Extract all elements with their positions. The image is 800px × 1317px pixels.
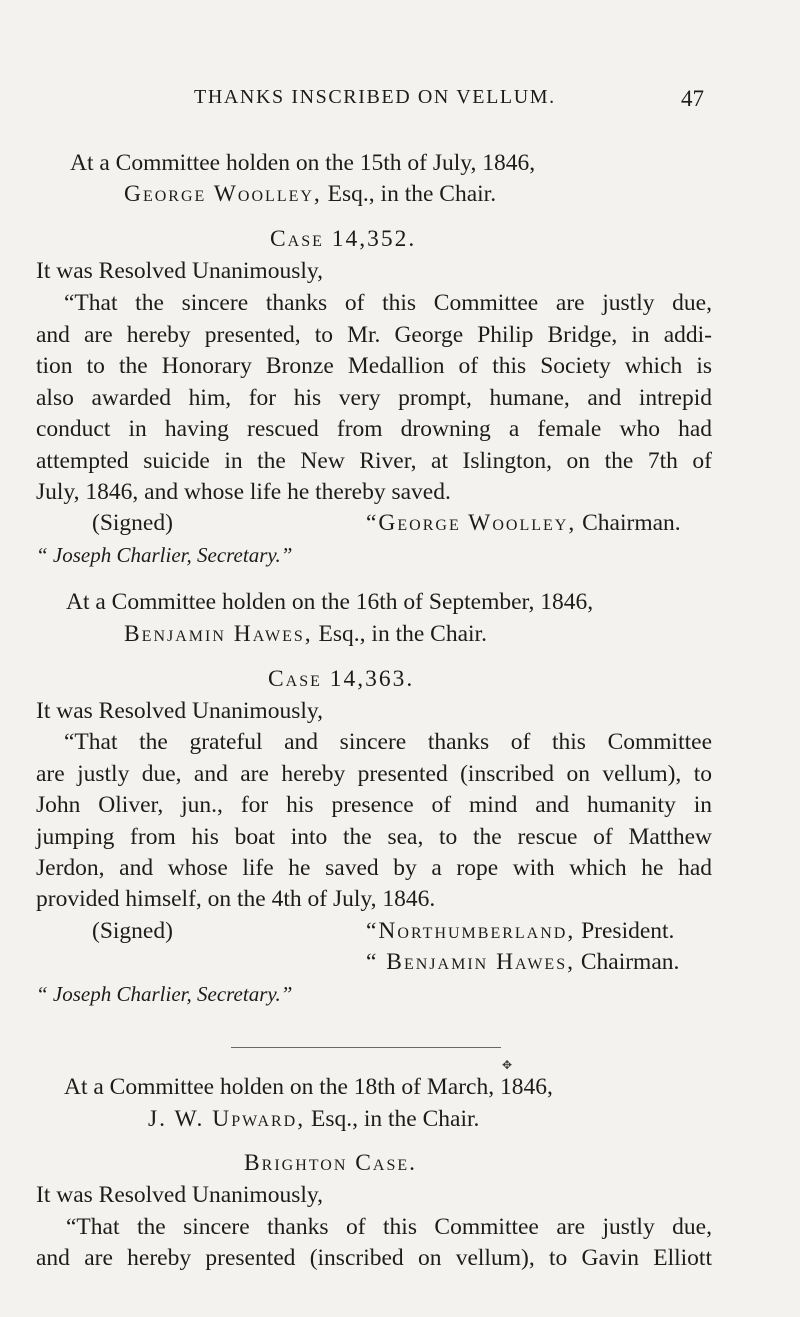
entry2-chair-suffix: Esq., in the Chair. <box>312 621 487 647</box>
entry3-chair-suffix: Esq., in the Chair. <box>305 1106 480 1132</box>
entry2-body-line: John Oliver, jun., for his presence of mind and humanity in <box>36 792 712 818</box>
entry2-case: Case 14,363. <box>268 666 415 692</box>
entry3-chair <box>148 1104 479 1134</box>
entry2-signatory-1-name: “Northumberland, <box>366 918 576 944</box>
entry1-signatory-role: Chairman. <box>576 510 681 536</box>
page-number: 47 <box>681 86 704 111</box>
entry2-signed: (Signed) <box>92 918 173 944</box>
entry2-signatory-1 <box>366 916 674 946</box>
entry2-signatory-1-role: President. <box>575 918 675 944</box>
entry3-meeting: At a Committee holden on the 18th of March, 1846, <box>64 1074 553 1100</box>
entry1-body-line: and are hereby presented, to Mr. George Philip Bridge, in addi- <box>36 322 712 348</box>
entry2-secretary-text: “ Joseph Charlier, Secretary.” <box>36 982 293 1006</box>
entry2-secretary <box>36 979 292 1009</box>
entry1-body-line: conduct in having rescued from drowning a female who had <box>36 416 712 442</box>
entry1-signatory-name: “George Woolley, <box>366 510 577 536</box>
entry1-body-line: tion to the Honorary Bronze Medallion of this Society which is <box>36 353 712 379</box>
entry1-signatory <box>366 508 681 538</box>
entry1-resolved: It was Resolved Unanimously, <box>36 258 323 284</box>
entry1-chair-name: George Woolley, <box>124 181 322 207</box>
entry1-signed: (Signed) <box>92 510 173 536</box>
entry2-body-line: Jerdon, and whose life he saved by a rope with which he had <box>36 855 712 881</box>
entry2-body-line: “That the grateful and sincere thanks of this Committee <box>64 729 712 755</box>
entry1-body-line: also awarded him, for his very prompt, humane, and intrepid <box>36 385 712 411</box>
entry2-meeting: At a Committee holden on the 16th of September, 1846, <box>66 589 594 615</box>
entry1-body-line: “That the sincere thanks of this Committee are justly due, <box>64 290 712 316</box>
entry2-body-line: provided himself, on the 4th of July, 1846. <box>36 886 436 912</box>
running-head <box>194 86 704 109</box>
running-head-title: THANKS INSCRIBED ON VELLUM. <box>194 86 556 108</box>
entry1-case: Case 14,352. <box>270 226 417 252</box>
entry3-case: Brighton Case. <box>244 1150 418 1176</box>
entry1-meeting: At a Committee holden on the 15th of July, 1846, <box>70 150 536 176</box>
entry1-body-line: attempted suicide in the New River, at Islington, on the 7th of <box>36 448 712 474</box>
entry3-resolved: It was Resolved Unanimously, <box>36 1182 323 1208</box>
entry2-signatory-2 <box>366 947 679 977</box>
entry2-chair <box>124 619 487 649</box>
flourish-ornament: ✥ <box>502 1058 513 1072</box>
entry1-secretary <box>36 540 292 570</box>
entry2-resolved: It was Resolved Unanimously, <box>36 698 323 724</box>
section-divider <box>231 1047 501 1048</box>
entry2-body-line: jumping from his boat into the sea, to the rescue of Matthew <box>36 824 712 850</box>
entry3-body-line: “That the sincere thanks of this Committee are justly due, <box>66 1214 712 1240</box>
entry2-body-line: are justly due, and are hereby presented (inscribed on vellum), to <box>36 761 712 787</box>
entry2-chair-name: Benjamin Hawes, <box>124 621 313 647</box>
entry2-signatory-2-role: Chairman. <box>574 949 680 975</box>
entry1-chair-suffix: Esq., in the Chair. <box>321 181 497 207</box>
entry3-body-line: and are hereby presented (inscribed on vellum), to Gavin Elliott <box>36 1245 712 1271</box>
entry1-secretary-text: “ Joseph Charlier, Secretary.” <box>36 543 293 567</box>
entry1-chair <box>124 179 496 209</box>
entry1-body-line: July, 1846, and whose life he thereby saved. <box>36 479 451 505</box>
entry3-chair-name: J. W. Upward, <box>148 1106 306 1132</box>
entry2-signatory-2-name: “ Benjamin Hawes, <box>366 949 575 975</box>
